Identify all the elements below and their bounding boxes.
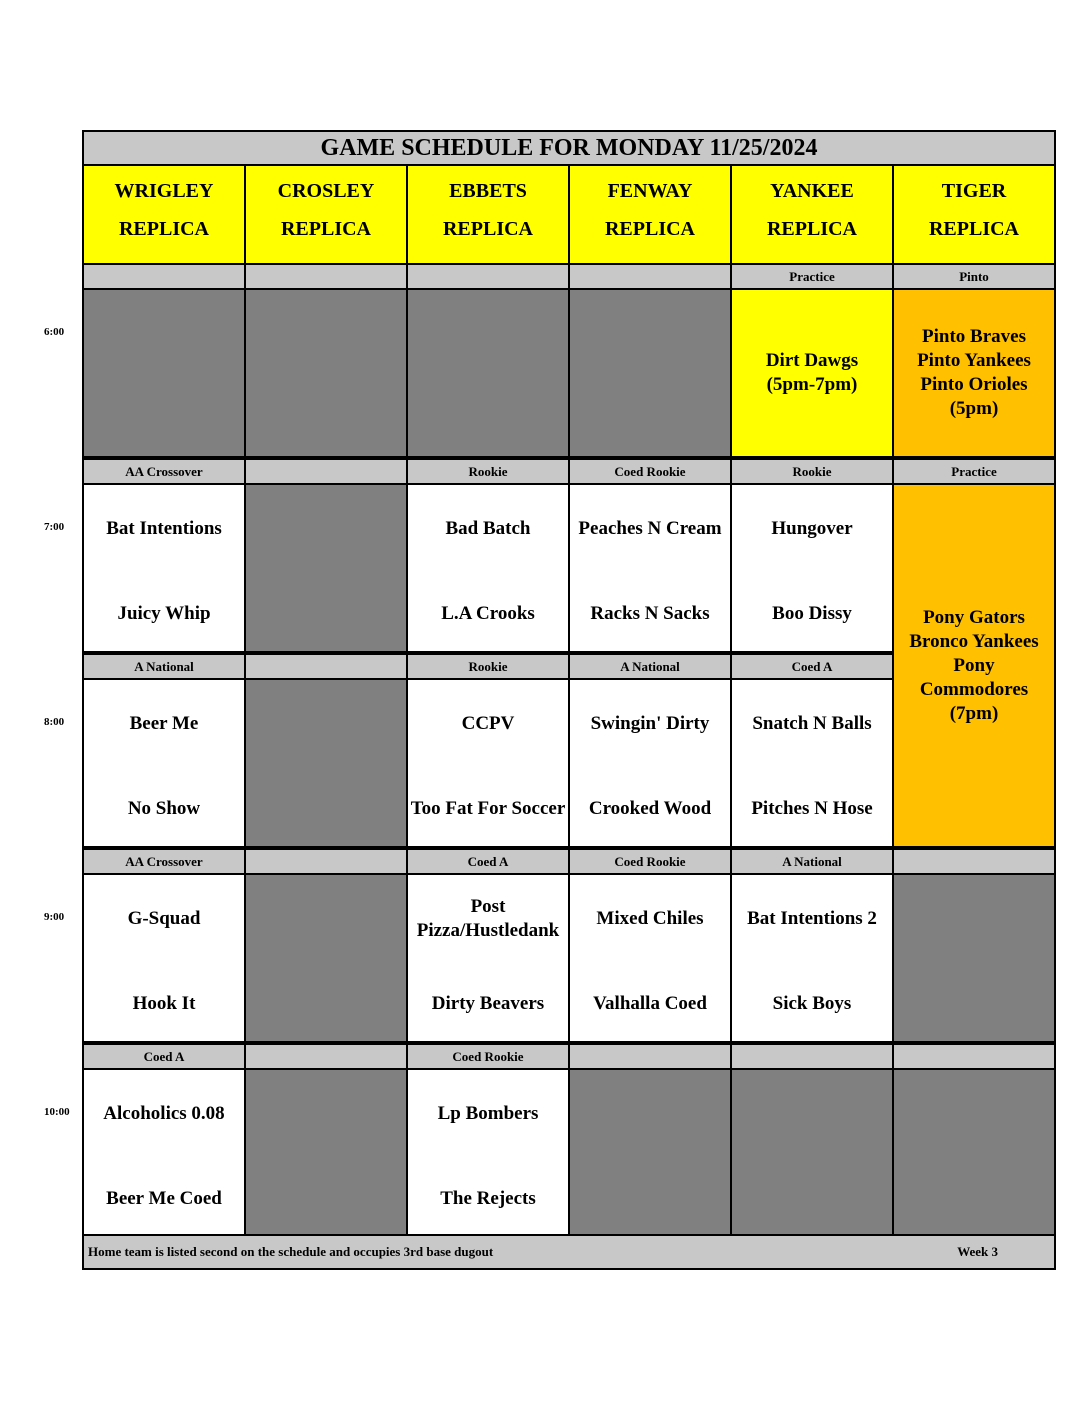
field-header [244, 164, 408, 265]
away-team: Snatch N Balls [752, 713, 872, 734]
away-team: CCPV [461, 713, 515, 734]
home-team: Sick Boys [772, 993, 852, 1014]
empty-slot [730, 1068, 894, 1238]
away-team: Bad Batch [445, 518, 531, 539]
time-label: 7:00 [44, 521, 65, 533]
block-line: (5pm-7pm) [766, 374, 858, 395]
block-line: Commodores [919, 678, 1029, 700]
game-cell [406, 1068, 570, 1238]
game-cell [730, 873, 894, 1043]
field-name: WRIGLEY [114, 180, 214, 202]
page-title: GAME SCHEDULE FOR MONDAY 11/25/2024 [82, 130, 1056, 166]
division-label [244, 263, 408, 290]
empty-slot [244, 873, 408, 1043]
home-team: Pitches N Hose [751, 798, 873, 819]
home-team: Beer Me Coed [106, 1188, 222, 1209]
block-line: Dirt Dawgs [765, 350, 859, 371]
empty-slot [406, 288, 570, 458]
block-line: (7pm) [949, 702, 999, 724]
empty-slot [244, 483, 408, 653]
field-header [406, 164, 570, 265]
division-label: Pinto [892, 263, 1056, 290]
away-team: Post Pizza/Hustledank [416, 896, 560, 941]
home-team: Hook It [132, 993, 196, 1014]
home-team: Valhalla Coed [593, 993, 707, 1014]
division-label: Coed A [82, 1043, 246, 1070]
empty-slot [568, 1068, 732, 1238]
field-subtitle: REPLICA [604, 218, 695, 240]
empty-slot [244, 1068, 408, 1238]
field-header [892, 164, 1056, 265]
field-subtitle: REPLICA [766, 218, 857, 240]
field-subtitle: REPLICA [118, 218, 209, 240]
footer-bar [82, 1234, 1056, 1270]
division-label: Coed A [406, 848, 570, 875]
week-label: Week 3 [957, 1244, 998, 1259]
block-line: Bronco Yankees [909, 630, 1039, 652]
division-label [406, 263, 570, 290]
away-team: G-Squad [127, 908, 201, 929]
home-team: Crooked Wood [588, 798, 712, 819]
division-label [244, 458, 408, 485]
field-header [82, 164, 246, 265]
home-team: No Show [127, 798, 201, 819]
away-team: Swingin' Dirty [590, 713, 710, 734]
division-label: Coed A [730, 653, 894, 680]
home-team: Dirty Beavers [431, 993, 545, 1014]
practice-block [730, 288, 894, 458]
field-subtitle: REPLICA [280, 218, 371, 240]
division-label [244, 653, 408, 680]
schedule-table [82, 130, 1056, 1276]
field-subtitle: REPLICA [442, 218, 533, 240]
division-label [568, 263, 732, 290]
away-team: Hungover [771, 518, 853, 539]
division-label [244, 848, 408, 875]
away-team: Bat Intentions [106, 518, 222, 539]
field-header [568, 164, 732, 265]
block-line: Pinto Braves [922, 326, 1026, 347]
empty-slot [892, 1068, 1056, 1238]
field-subtitle: REPLICA [928, 218, 1019, 240]
time-label: 6:00 [44, 326, 65, 338]
empty-slot [568, 288, 732, 458]
field-name: CROSLEY [277, 180, 375, 202]
game-cell [568, 678, 732, 848]
field-header [730, 164, 894, 265]
game-cell [82, 483, 246, 653]
division-label: Rookie [730, 458, 894, 485]
game-cell [82, 1068, 246, 1238]
game-cell [406, 678, 570, 848]
away-team: Alcoholics 0.08 [103, 1103, 225, 1124]
division-label: Rookie [406, 458, 570, 485]
field-name: FENWAY [607, 180, 693, 202]
division-label [892, 1043, 1056, 1070]
division-label [244, 1043, 408, 1070]
game-cell [406, 483, 570, 653]
division-label: A National [730, 848, 894, 875]
footer-note: Home team is listed second on the schedule and occupies 3rd base dugout [88, 1244, 494, 1259]
game-cell [568, 873, 732, 1043]
division-label: A National [568, 653, 732, 680]
home-team: L.A Crooks [441, 603, 535, 624]
block-line: Pinto Yankees [917, 350, 1031, 371]
division-label: AA Crossover [82, 848, 246, 875]
field-name: YANKEE [770, 180, 854, 202]
division-label: Coed Rookie [568, 848, 732, 875]
division-label [568, 1043, 732, 1070]
division-label: A National [82, 653, 246, 680]
division-label [82, 263, 246, 290]
block-line: Pinto Orioles [920, 374, 1028, 395]
time-label: 9:00 [44, 911, 65, 923]
division-label: AA Crossover [82, 458, 246, 485]
away-team: Mixed Chiles [596, 908, 704, 929]
time-label: 8:00 [44, 716, 65, 728]
away-team: Beer Me [129, 713, 199, 734]
division-label: Practice [892, 458, 1056, 485]
game-cell [730, 678, 894, 848]
game-cell [406, 873, 570, 1043]
division-label [730, 1043, 894, 1070]
field-name: TIGER [941, 180, 1007, 202]
block-line: (5pm) [949, 398, 999, 419]
game-cell [82, 873, 246, 1043]
division-label: Rookie [406, 653, 570, 680]
field-name: EBBETS [449, 180, 527, 202]
home-team: Juicy Whip [117, 603, 211, 624]
block-line: Pony [953, 654, 995, 676]
away-team: Peaches N Cream [578, 518, 722, 539]
away-team: Lp Bombers [437, 1103, 539, 1124]
time-label: 10:00 [44, 1106, 70, 1118]
pinto-block [892, 288, 1056, 458]
division-label: Coed Rookie [406, 1043, 570, 1070]
home-team: Racks N Sacks [590, 603, 710, 624]
division-label: Practice [730, 263, 894, 290]
game-cell [568, 483, 732, 653]
division-label [892, 848, 1056, 875]
game-cell [730, 483, 894, 653]
home-team: Boo Dissy [772, 603, 852, 624]
game-cell [82, 678, 246, 848]
empty-slot [82, 288, 246, 458]
empty-slot [244, 288, 408, 458]
home-team: Too Fat For Soccer [410, 798, 566, 819]
pony-block [892, 483, 1056, 848]
block-line: Pony Gators [923, 606, 1025, 628]
away-team: Bat Intentions 2 [747, 908, 877, 929]
empty-slot [892, 873, 1056, 1043]
division-label: Coed Rookie [568, 458, 732, 485]
home-team: The Rejects [440, 1188, 536, 1209]
empty-slot [244, 678, 408, 848]
